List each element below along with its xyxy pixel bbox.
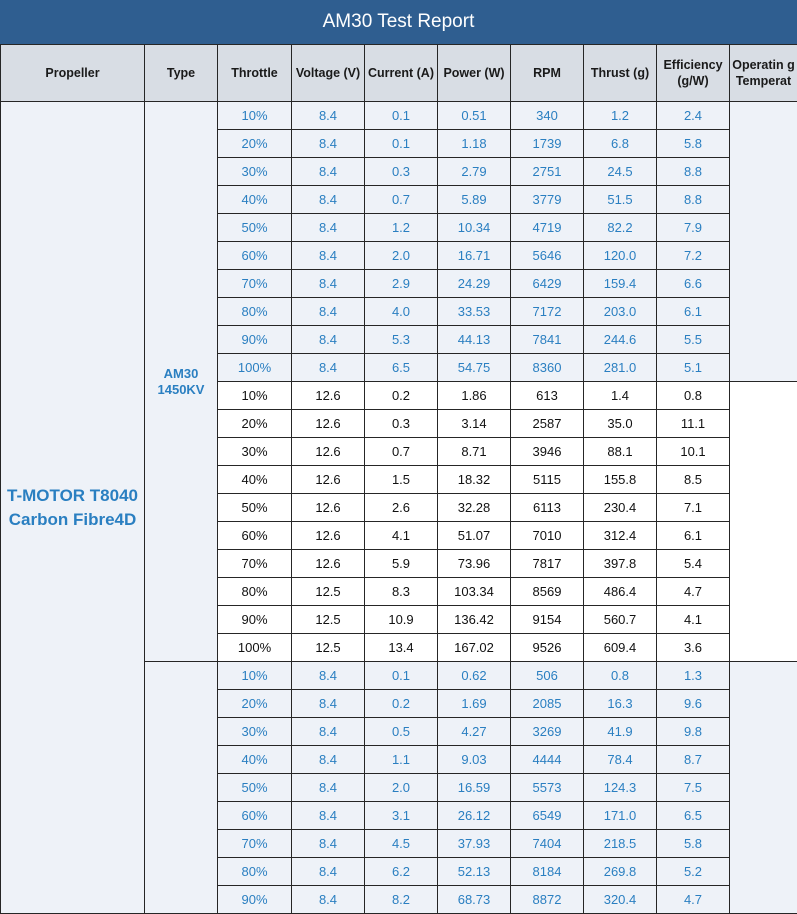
cell-power: 51.07	[438, 522, 511, 550]
cell-rpm: 9154	[511, 606, 584, 634]
header-operating-temperature: Operatin g Temperat	[730, 45, 797, 102]
cell-efficiency: 5.4	[657, 550, 730, 578]
cell-current: 6.5	[365, 354, 438, 382]
cell-throttle: 80%	[218, 578, 292, 606]
cell-rpm: 9526	[511, 634, 584, 662]
cell-efficiency: 5.2	[657, 858, 730, 886]
cell-rpm: 7404	[511, 830, 584, 858]
cell-rpm: 3269	[511, 718, 584, 746]
cell-efficiency: 8.8	[657, 186, 730, 214]
cell-rpm: 340	[511, 102, 584, 130]
cell-thrust: 203.0	[584, 298, 657, 326]
header-rpm: RPM	[511, 45, 584, 102]
cell-rpm: 8184	[511, 858, 584, 886]
cell-voltage: 12.5	[292, 578, 365, 606]
cell-current: 2.0	[365, 242, 438, 270]
cell-power: 10.34	[438, 214, 511, 242]
cell-efficiency: 4.1	[657, 606, 730, 634]
cell-power: 24.29	[438, 270, 511, 298]
header-propeller: Propeller	[1, 45, 145, 102]
cell-efficiency: 9.8	[657, 718, 730, 746]
cell-thrust: 281.0	[584, 354, 657, 382]
cell-throttle: 50%	[218, 494, 292, 522]
cell-throttle: 20%	[218, 410, 292, 438]
cell-power: 9.03	[438, 746, 511, 774]
cell-current: 5.9	[365, 550, 438, 578]
cell-rpm: 7841	[511, 326, 584, 354]
cell-power: 52.13	[438, 858, 511, 886]
cell-voltage: 8.4	[292, 746, 365, 774]
cell-current: 1.2	[365, 214, 438, 242]
cell-rpm: 2587	[511, 410, 584, 438]
cell-power: 33.53	[438, 298, 511, 326]
cell-power: 136.42	[438, 606, 511, 634]
cell-rpm: 6113	[511, 494, 584, 522]
cell-thrust: 171.0	[584, 802, 657, 830]
cell-thrust: 312.4	[584, 522, 657, 550]
cell-throttle: 10%	[218, 662, 292, 690]
cell-thrust: 155.8	[584, 466, 657, 494]
cell-rpm: 5115	[511, 466, 584, 494]
cell-throttle: 20%	[218, 690, 292, 718]
cell-current: 0.3	[365, 158, 438, 186]
cell-current: 13.4	[365, 634, 438, 662]
cell-power: 54.75	[438, 354, 511, 382]
cell-throttle: 50%	[218, 214, 292, 242]
cell-power: 1.86	[438, 382, 511, 410]
cell-thrust: 0.8	[584, 662, 657, 690]
cell-voltage: 8.4	[292, 886, 365, 914]
cell-efficiency: 5.8	[657, 130, 730, 158]
cell-power: 68.73	[438, 886, 511, 914]
cell-voltage: 8.4	[292, 858, 365, 886]
cell-efficiency: 8.8	[657, 158, 730, 186]
cell-current: 1.5	[365, 466, 438, 494]
cell-rpm: 1739	[511, 130, 584, 158]
cell-current: 8.2	[365, 886, 438, 914]
cell-thrust: 244.6	[584, 326, 657, 354]
cell-thrust: 124.3	[584, 774, 657, 802]
cell-throttle: 60%	[218, 242, 292, 270]
cell-thrust: 230.4	[584, 494, 657, 522]
cell-rpm: 8360	[511, 354, 584, 382]
operating-temperature-cell	[730, 662, 797, 914]
cell-power: 37.93	[438, 830, 511, 858]
cell-power: 1.69	[438, 690, 511, 718]
cell-efficiency: 3.6	[657, 634, 730, 662]
cell-throttle: 10%	[218, 382, 292, 410]
cell-voltage: 8.4	[292, 718, 365, 746]
cell-efficiency: 4.7	[657, 886, 730, 914]
type-cell-empty	[145, 662, 218, 914]
cell-power: 1.18	[438, 130, 511, 158]
cell-voltage: 8.4	[292, 830, 365, 858]
cell-current: 0.7	[365, 186, 438, 214]
cell-rpm: 3779	[511, 186, 584, 214]
cell-throttle: 30%	[218, 438, 292, 466]
cell-voltage: 8.4	[292, 102, 365, 130]
operating-temperature-cell	[730, 382, 797, 662]
header-power: Power (W)	[438, 45, 511, 102]
cell-voltage: 8.4	[292, 298, 365, 326]
cell-voltage: 8.4	[292, 802, 365, 830]
cell-throttle: 90%	[218, 326, 292, 354]
report-title: AM30 Test Report	[0, 0, 797, 44]
cell-voltage: 8.4	[292, 242, 365, 270]
test-report-table	[0, 44, 797, 914]
cell-voltage: 12.6	[292, 522, 365, 550]
cell-current: 8.3	[365, 578, 438, 606]
cell-current: 0.2	[365, 382, 438, 410]
header-row	[1, 45, 797, 102]
cell-power: 73.96	[438, 550, 511, 578]
cell-efficiency: 5.5	[657, 326, 730, 354]
cell-current: 2.0	[365, 774, 438, 802]
cell-throttle: 90%	[218, 886, 292, 914]
cell-thrust: 486.4	[584, 578, 657, 606]
cell-throttle: 60%	[218, 522, 292, 550]
cell-voltage: 12.5	[292, 606, 365, 634]
cell-thrust: 120.0	[584, 242, 657, 270]
cell-efficiency: 0.8	[657, 382, 730, 410]
header-current: Current (A)	[365, 45, 438, 102]
cell-power: 5.89	[438, 186, 511, 214]
type-cell: AM30 1450KV	[145, 102, 218, 662]
cell-voltage: 12.6	[292, 550, 365, 578]
cell-throttle: 70%	[218, 830, 292, 858]
cell-current: 3.1	[365, 802, 438, 830]
cell-rpm: 6429	[511, 270, 584, 298]
cell-thrust: 16.3	[584, 690, 657, 718]
cell-thrust: 6.8	[584, 130, 657, 158]
cell-voltage: 8.4	[292, 326, 365, 354]
cell-throttle: 80%	[218, 298, 292, 326]
cell-rpm: 2085	[511, 690, 584, 718]
cell-current: 6.2	[365, 858, 438, 886]
cell-power: 16.71	[438, 242, 511, 270]
cell-rpm: 5573	[511, 774, 584, 802]
cell-voltage: 8.4	[292, 214, 365, 242]
cell-efficiency: 8.5	[657, 466, 730, 494]
cell-thrust: 609.4	[584, 634, 657, 662]
cell-voltage: 12.6	[292, 494, 365, 522]
cell-voltage: 12.6	[292, 410, 365, 438]
header-voltage: Voltage (V)	[292, 45, 365, 102]
cell-voltage: 12.6	[292, 438, 365, 466]
cell-efficiency: 6.5	[657, 802, 730, 830]
cell-power: 8.71	[438, 438, 511, 466]
cell-thrust: 41.9	[584, 718, 657, 746]
cell-current: 4.5	[365, 830, 438, 858]
cell-efficiency: 7.2	[657, 242, 730, 270]
cell-throttle: 40%	[218, 186, 292, 214]
cell-power: 44.13	[438, 326, 511, 354]
table-row	[1, 102, 797, 130]
cell-thrust: 218.5	[584, 830, 657, 858]
cell-current: 0.1	[365, 102, 438, 130]
cell-efficiency: 10.1	[657, 438, 730, 466]
cell-current: 0.5	[365, 718, 438, 746]
cell-rpm: 6549	[511, 802, 584, 830]
cell-current: 4.0	[365, 298, 438, 326]
table-body	[1, 102, 797, 914]
cell-throttle: 100%	[218, 354, 292, 382]
header-type: Type	[145, 45, 218, 102]
cell-current: 4.1	[365, 522, 438, 550]
cell-current: 0.1	[365, 130, 438, 158]
cell-thrust: 560.7	[584, 606, 657, 634]
cell-power: 18.32	[438, 466, 511, 494]
cell-voltage: 12.5	[292, 634, 365, 662]
cell-thrust: 24.5	[584, 158, 657, 186]
cell-power: 0.62	[438, 662, 511, 690]
cell-voltage: 12.6	[292, 382, 365, 410]
cell-voltage: 8.4	[292, 186, 365, 214]
cell-efficiency: 9.6	[657, 690, 730, 718]
cell-efficiency: 7.9	[657, 214, 730, 242]
cell-rpm: 4444	[511, 746, 584, 774]
cell-throttle: 60%	[218, 802, 292, 830]
cell-thrust: 269.8	[584, 858, 657, 886]
cell-efficiency: 7.5	[657, 774, 730, 802]
cell-power: 103.34	[438, 578, 511, 606]
cell-rpm: 8872	[511, 886, 584, 914]
cell-power: 4.27	[438, 718, 511, 746]
cell-efficiency: 7.1	[657, 494, 730, 522]
cell-voltage: 8.4	[292, 690, 365, 718]
cell-efficiency: 4.7	[657, 578, 730, 606]
cell-power: 32.28	[438, 494, 511, 522]
cell-voltage: 8.4	[292, 774, 365, 802]
cell-current: 2.9	[365, 270, 438, 298]
cell-rpm: 7817	[511, 550, 584, 578]
cell-rpm: 4719	[511, 214, 584, 242]
header-thrust: Thrust (g)	[584, 45, 657, 102]
cell-thrust: 35.0	[584, 410, 657, 438]
cell-power: 26.12	[438, 802, 511, 830]
cell-throttle: 20%	[218, 130, 292, 158]
cell-rpm: 613	[511, 382, 584, 410]
cell-rpm: 5646	[511, 242, 584, 270]
cell-throttle: 30%	[218, 718, 292, 746]
cell-throttle: 90%	[218, 606, 292, 634]
cell-voltage: 8.4	[292, 158, 365, 186]
cell-throttle: 50%	[218, 774, 292, 802]
cell-rpm: 506	[511, 662, 584, 690]
cell-current: 5.3	[365, 326, 438, 354]
cell-rpm: 8569	[511, 578, 584, 606]
cell-throttle: 30%	[218, 158, 292, 186]
cell-throttle: 10%	[218, 102, 292, 130]
cell-throttle: 80%	[218, 858, 292, 886]
cell-thrust: 82.2	[584, 214, 657, 242]
cell-throttle: 70%	[218, 550, 292, 578]
operating-temperature-cell	[730, 102, 797, 382]
cell-efficiency: 6.1	[657, 522, 730, 550]
cell-power: 2.79	[438, 158, 511, 186]
cell-voltage: 8.4	[292, 270, 365, 298]
cell-current: 0.2	[365, 690, 438, 718]
cell-throttle: 40%	[218, 746, 292, 774]
cell-current: 0.1	[365, 662, 438, 690]
cell-thrust: 88.1	[584, 438, 657, 466]
cell-voltage: 12.6	[292, 466, 365, 494]
cell-power: 0.51	[438, 102, 511, 130]
cell-power: 16.59	[438, 774, 511, 802]
cell-throttle: 100%	[218, 634, 292, 662]
cell-current: 1.1	[365, 746, 438, 774]
cell-efficiency: 6.6	[657, 270, 730, 298]
cell-current: 0.7	[365, 438, 438, 466]
cell-thrust: 1.4	[584, 382, 657, 410]
cell-throttle: 70%	[218, 270, 292, 298]
header-throttle: Throttle	[218, 45, 292, 102]
propeller-cell: T-MOTOR T8040 Carbon Fibre4D	[1, 102, 145, 914]
cell-thrust: 320.4	[584, 886, 657, 914]
header-efficiency: Efficiency (g/W)	[657, 45, 730, 102]
cell-power: 3.14	[438, 410, 511, 438]
cell-current: 0.3	[365, 410, 438, 438]
cell-rpm: 3946	[511, 438, 584, 466]
cell-throttle: 40%	[218, 466, 292, 494]
cell-rpm: 2751	[511, 158, 584, 186]
cell-current: 2.6	[365, 494, 438, 522]
cell-thrust: 78.4	[584, 746, 657, 774]
cell-efficiency: 1.3	[657, 662, 730, 690]
cell-voltage: 8.4	[292, 130, 365, 158]
cell-efficiency: 5.1	[657, 354, 730, 382]
cell-thrust: 51.5	[584, 186, 657, 214]
cell-voltage: 8.4	[292, 354, 365, 382]
cell-efficiency: 2.4	[657, 102, 730, 130]
cell-power: 167.02	[438, 634, 511, 662]
cell-thrust: 159.4	[584, 270, 657, 298]
cell-current: 10.9	[365, 606, 438, 634]
cell-efficiency: 5.8	[657, 830, 730, 858]
cell-thrust: 397.8	[584, 550, 657, 578]
cell-thrust: 1.2	[584, 102, 657, 130]
cell-rpm: 7172	[511, 298, 584, 326]
cell-efficiency: 8.7	[657, 746, 730, 774]
cell-efficiency: 11.1	[657, 410, 730, 438]
cell-efficiency: 6.1	[657, 298, 730, 326]
cell-rpm: 7010	[511, 522, 584, 550]
cell-voltage: 8.4	[292, 662, 365, 690]
